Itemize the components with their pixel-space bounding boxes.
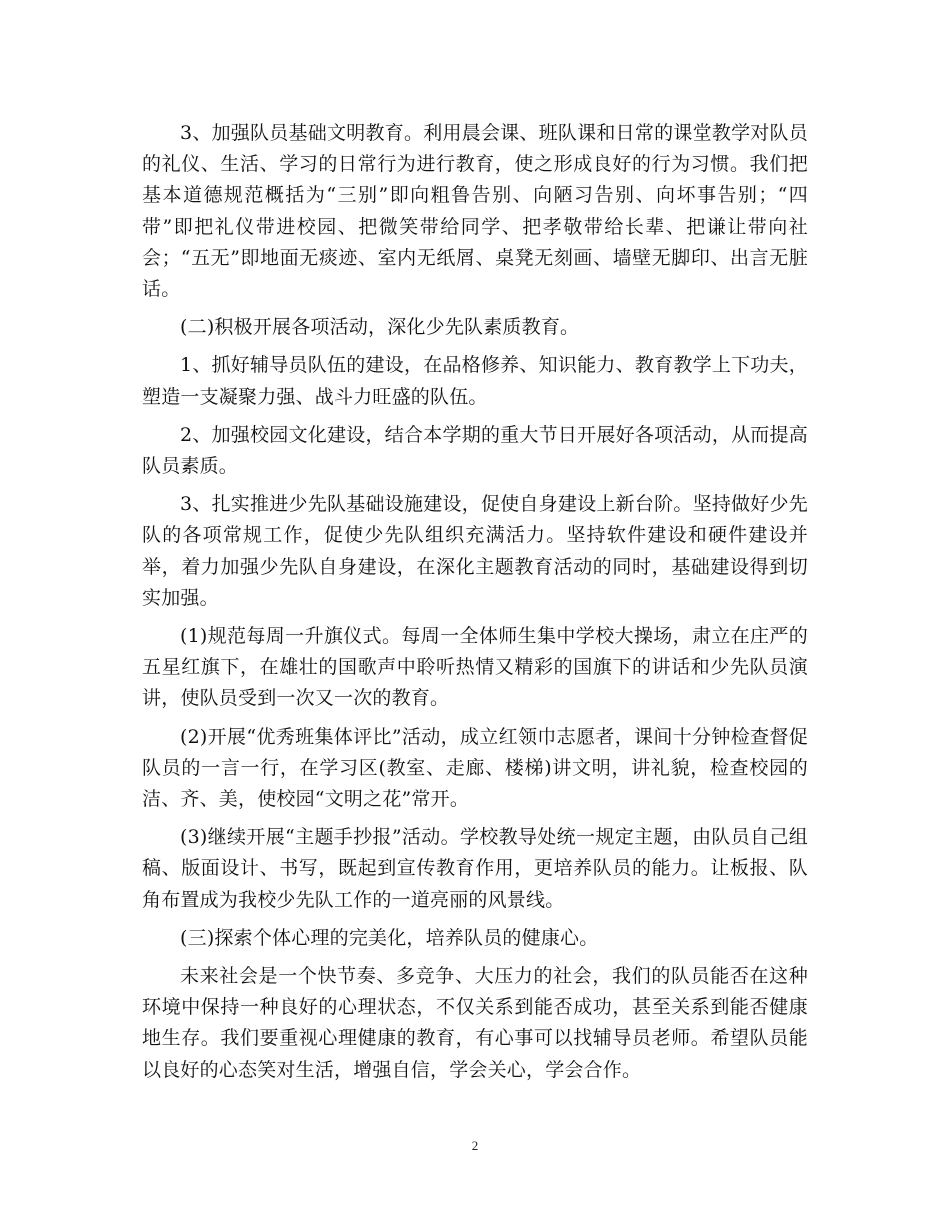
paragraph-flag-ceremony: (1)规范每周一升旗仪式。每周一全体师生集中学校大操场，肃立在庄严的五星红旗下，在雄壮的国歌声中聆听热情又精彩的国旗下的讲话和少先队员演讲，使队员受到一次又一次的教育。 [142, 625, 808, 710]
paragraph-campus-culture: 2、加强校园文化建设，结合本学期的重大节日开展好各项活动，从而提高队员素质。 [142, 423, 808, 478]
paragraph-infrastructure: 3、扎实推进少先队基础设施建设，促使自身建设上新台阶。坚持做好少先队的各项常规工作，促使少先队组织充满活力。坚持软件建设和硬件建设并举，着力加强少先队自身建设，在深化主题教育活动的同时，基础建设得到切实加强。 [142, 493, 808, 609]
heading-psychology: (三)探索个体心理的完美化，培养队员的健康心。 [180, 926, 599, 949]
page-number: 2 [471, 1138, 479, 1153]
paragraph-basic-civility: 3、加强队员基础文明教育。利用晨会课、班队课和日常的课堂教学对队员的礼仪、生活、学习的日常行为进行教育，使之形成良好的行为习惯。我们把基本道德规范概括为“三别”即向粗鲁告别、向陋习告别、向坏事告别；“四带”即把礼仪带进校园、把微笑带给同学、把孝敬带给长辈、把谦让带向社会；“五无”即地面无痰迹、室内无纸屑、桌凳无刻画、墙壁无脚印、出言无脏话。 [142, 122, 808, 301]
paragraph-counselor-team: 1、抓好辅导员队伍的建设，在品格修养、知识能力、教育教学上下功夫，塑造一支凝聚力强、战斗力旺盛的队伍。 [142, 354, 808, 408]
paragraph-handwritten-newspaper: (3)继续开展“主题手抄报”活动。学校教导处统一规定主题，由队员自己组稿、版面设计、书写，既起到宣传教育作用，更培养队员的能力。让板报、队角布置成为我校少先队工作的一道亮丽的风景线。 [142, 826, 808, 911]
document-body [142, 118, 808, 1093]
paragraph-class-evaluation: (2)开展“优秀班集体评比”活动，成立红领巾志愿者，课间十分钟检查督促队员的一言一行，在学习区(教室、走廊、楼梯)讲文明，讲礼貌，检查校园的洁、齐、美，使校园“文明之花”常开。 [142, 725, 808, 811]
heading-activities: (二)积极开展各项活动，深化少先队素质教育。 [180, 316, 580, 339]
paragraph-mental-health: 未来社会是一个快节奏、多竞争、大压力的社会，我们的队员能否在这种环境中保持一种良好的心理状态，不仅关系到能否成功，甚至关系到能否健康地生存。我们要重视心理健康的教育，有心事可以找辅导员老师。希望队员能以良好的心态笑对生活，增强自信，学会关心，学会合作。 [142, 965, 808, 1081]
